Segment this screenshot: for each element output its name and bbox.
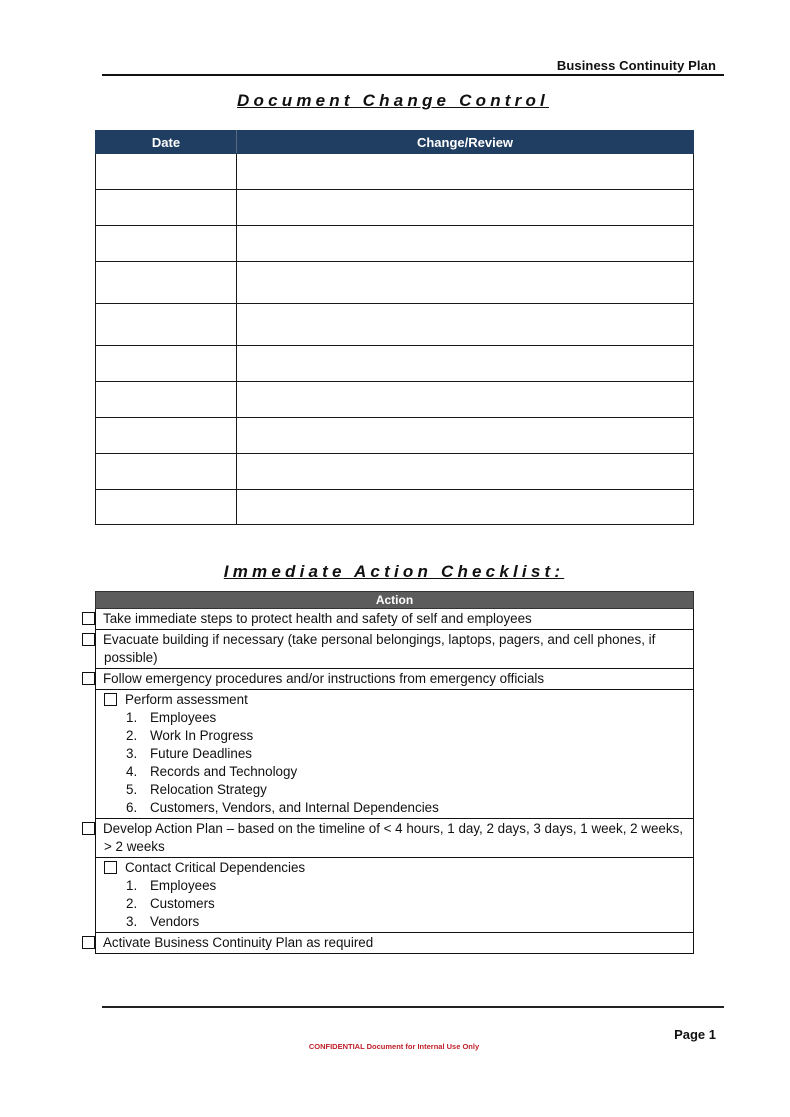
date-cell[interactable] [96, 262, 237, 304]
checklist-item [96, 933, 694, 954]
table-row [96, 346, 694, 382]
sub-item [104, 781, 689, 799]
table-row [96, 418, 694, 454]
checklist-item [96, 819, 694, 858]
sub-item-text: Work In Progress [150, 728, 254, 743]
column-header-change-review: Change/Review [237, 131, 694, 154]
sub-item-number: 3. [126, 746, 138, 761]
table-row [96, 190, 694, 226]
checklist-title: Immediate Action Checklist: [223, 562, 565, 581]
change-cell[interactable] [237, 346, 694, 382]
sub-item-number: 1. [126, 878, 138, 893]
change-cell[interactable] [237, 226, 694, 262]
sub-item-number: 4. [126, 764, 138, 779]
footer-divider [102, 1006, 724, 1008]
date-cell[interactable] [96, 346, 237, 382]
change-cell[interactable] [237, 190, 694, 226]
date-cell[interactable] [96, 226, 237, 262]
checkbox[interactable] [82, 612, 95, 625]
checklist-item-text: Contact Critical Dependencies [125, 860, 306, 875]
sub-item [104, 745, 689, 763]
page-number: Page 1 [674, 1027, 716, 1042]
change-cell[interactable] [237, 154, 694, 190]
checklist-item [96, 690, 694, 819]
change-cell[interactable] [237, 304, 694, 346]
checklist-item-text: Take immediate steps to protect health and safety of self and employees [103, 611, 532, 626]
change-control-header-row [96, 131, 694, 154]
change-cell[interactable] [237, 382, 694, 418]
change-cell[interactable] [237, 490, 694, 525]
checklist-item-text: Follow emergency procedures and/or instructions from emergency officials [103, 671, 545, 686]
sub-item-number: 2. [126, 896, 138, 911]
sub-item [104, 709, 689, 727]
column-header-action: Action [96, 592, 694, 609]
sub-item [104, 877, 689, 895]
date-cell[interactable] [96, 304, 237, 346]
sub-item-text: Relocation Strategy [150, 782, 267, 797]
table-row [96, 154, 694, 190]
checklist-header-row [96, 592, 694, 609]
checkbox[interactable] [82, 672, 95, 685]
sub-item [104, 913, 689, 931]
sub-item-number: 6. [126, 800, 138, 815]
sub-item-text: Employees [150, 878, 217, 893]
confidential-notice: CONFIDENTIAL Document for Internal Use Only [308, 1042, 480, 1051]
date-cell[interactable] [96, 382, 237, 418]
sub-item-text: Records and Technology [150, 764, 298, 779]
checkbox[interactable] [104, 861, 117, 874]
header-divider [102, 74, 724, 76]
date-cell[interactable] [96, 154, 237, 190]
sub-item-text: Customers, Vendors, and Internal Dependencies [150, 800, 439, 815]
column-header-date: Date [96, 131, 237, 154]
checklist-item [96, 669, 694, 690]
sub-item-text: Employees [150, 710, 217, 725]
checkbox[interactable] [82, 822, 95, 835]
sub-item-text: Vendors [150, 914, 200, 929]
sub-item [104, 727, 689, 745]
table-row [96, 226, 694, 262]
checklist-item-text: Perform assessment [125, 692, 248, 707]
checklist-item-text: Activate Business Continuity Plan as required [103, 935, 374, 950]
checklist-item [96, 630, 694, 669]
checklist-item [96, 609, 694, 630]
document-header-title: Business Continuity Plan [556, 58, 716, 73]
change-control-title: Document Change Control [237, 91, 549, 110]
checkbox[interactable] [82, 633, 95, 646]
change-control-table [95, 130, 694, 525]
sub-item-number: 2. [126, 728, 138, 743]
sub-item-number: 1. [126, 710, 138, 725]
date-cell[interactable] [96, 454, 237, 490]
sub-item [104, 799, 689, 817]
change-cell[interactable] [237, 418, 694, 454]
sub-item [104, 895, 689, 913]
table-row [96, 304, 694, 346]
sub-item-text: Customers [150, 896, 215, 911]
date-cell[interactable] [96, 490, 237, 525]
checkbox[interactable] [82, 936, 95, 949]
table-row [96, 262, 694, 304]
date-cell[interactable] [96, 418, 237, 454]
checklist-item-text: Develop Action Plan – based on the timeline of < 4 hours, 1 day, 2 days, 3 days, 1 week, 2 weeks, > 2 weeks [103, 821, 683, 854]
table-row [96, 454, 694, 490]
sub-item-number: 3. [126, 914, 138, 929]
checklist-item-text: Evacuate building if necessary (take personal belongings, laptops, pagers, and cell phones, if possible) [103, 632, 656, 665]
sub-item [104, 763, 689, 781]
change-cell[interactable] [237, 454, 694, 490]
table-row [96, 382, 694, 418]
sub-item-number: 5. [126, 782, 138, 797]
checklist-item [96, 858, 694, 933]
date-cell[interactable] [96, 190, 237, 226]
sub-item-text: Future Deadlines [150, 746, 252, 761]
change-cell[interactable] [237, 262, 694, 304]
checkbox[interactable] [104, 693, 117, 706]
table-row [96, 490, 694, 525]
action-checklist-table [95, 591, 694, 954]
